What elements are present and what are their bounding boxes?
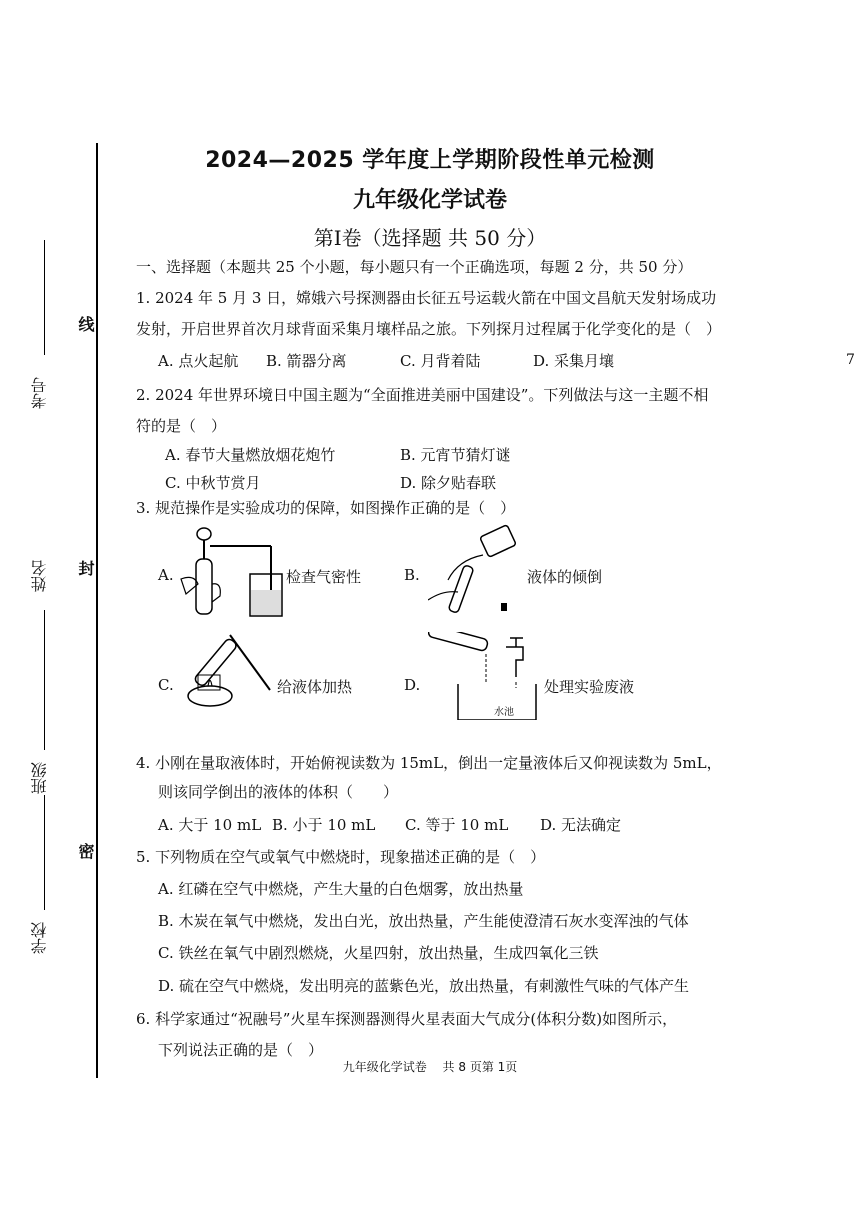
margin-mark-secret: 密: [76, 843, 95, 859]
q1-option-d: D. 采集月壤: [533, 352, 615, 370]
q3-option-d: D.: [404, 676, 421, 694]
q2-option-b: B. 元宵节猜灯谜: [400, 446, 511, 464]
q4-option-b: B. 小于 10 mL: [272, 816, 376, 834]
q4-stem-2: 则该同学倒出的液体的体积（ ）: [158, 783, 399, 801]
q1-option-b: B. 箭器分离: [266, 352, 347, 370]
margin-label-school: 学校: [30, 922, 49, 954]
margin-mark-seal: 封: [76, 560, 95, 576]
q6-stem-2: 下列说法正确的是（ ）: [158, 1041, 324, 1059]
q1-option-a: A. 点火起航: [158, 352, 239, 370]
q5-stem: 5. 下列物质在空气或氧气中燃烧时，现象描述正确的是（ ）: [136, 848, 546, 866]
q3-option-a: A.: [158, 566, 174, 584]
label-line-xingming: [44, 610, 45, 750]
label-line-xuexiao: [44, 895, 45, 910]
exam-title: 2024—2025 学年度上学期阶段性单元检测: [205, 148, 655, 173]
q4-stem-1: 4. 小刚在量取液体时，开始俯视读数为 15mL，倒出一定量液体后又仰视读数为 5mL，: [136, 754, 722, 772]
q1-stem-2: 发射，开启世界首次月球背面采集月壤样品之旅。下列探月过程属于化学变化的是（ ）: [136, 320, 722, 338]
liquid-heating-illustration: [180, 630, 275, 710]
page-footer: 九年级化学试卷 共 8 页第 1页: [342, 1060, 518, 1074]
q3-stem: 3. 规范操作是实验成功的保障，如图操作正确的是（ ）: [136, 499, 516, 517]
q5-option-c: C. 铁丝在氧气中剧烈燃烧，火星四射，放出热量，生成四氧化三铁: [158, 944, 599, 962]
q3-label-c: 给液体加热: [277, 678, 353, 696]
waste-disposal-illustration: [428, 632, 548, 720]
q5-option-b: B. 木炭在氧气中燃烧，发出白光，放出热量，产生能使澄清石灰水变浑浊的气体: [158, 912, 689, 930]
q3-option-c: C.: [158, 676, 174, 694]
q1-stem-1: 1. 2024 年 5 月 3 日，嫦娥六号探测器由长征五号运载火箭在中国文昌航天发射场成功: [136, 289, 717, 307]
q3-label-a: 检查气密性: [286, 568, 362, 586]
exam-subtitle: 九年级化学试卷: [352, 188, 507, 213]
binding-line: [96, 143, 98, 1078]
edge-character: 7: [846, 352, 855, 368]
margin-mark-line: 线: [76, 316, 95, 332]
q4-option-d: D. 无法确定: [540, 816, 622, 834]
q2-stem-1: 2. 2024 年世界环境日中国主题为“全面推进美丽中国建设”。下列做法与这一主题不相: [136, 386, 709, 404]
q3-option-b: B.: [404, 566, 420, 584]
q1-option-c: C. 月背着陆: [400, 352, 481, 370]
q4-option-c: C. 等于 10 mL: [405, 816, 509, 834]
airtightness-check-illustration: [176, 524, 286, 624]
label-line-banji: [44, 795, 45, 895]
q4-option-a: A. 大于 10 mL: [158, 816, 262, 834]
label-line-kaohao: [44, 240, 45, 355]
margin-label-class: 班级: [30, 762, 49, 794]
sink-label: 水池: [494, 707, 514, 718]
q6-stem-1: 6. 科学家通过“祝融号”火星车探测器测得火星表面大气成分(体积分数)如图所示，: [136, 1010, 678, 1028]
margin-label-name: 姓名: [30, 560, 49, 592]
margin-label-exam-number: 考号: [30, 377, 49, 409]
q5-option-d: D. 硫在空气中燃烧，发出明亮的蓝紫色光，放出热量，有刺激性气味的气体产生: [158, 977, 690, 995]
q5-option-a: A. 红磷在空气中燃烧，产生大量的白色烟雾，放出热量: [158, 880, 524, 898]
q2-stem-2: 符的是（ ）: [136, 417, 227, 435]
q2-option-d: D. 除夕贴春联: [400, 474, 497, 492]
liquid-pouring-illustration: [428, 520, 528, 620]
q2-option-c: C. 中秋节赏月: [165, 474, 261, 492]
section-title: 第Ⅰ卷（选择题 共 50 分）: [313, 226, 547, 250]
q3-label-b: 液体的倾倒: [527, 568, 603, 586]
q3-label-d: 处理实验废液: [544, 678, 635, 696]
q2-option-a: A. 春节大量燃放烟花炮竹: [165, 446, 336, 464]
section-heading: 一、选择题（本题共 25 个小题，每小题只有一个正确选项，每题 2 分，共 50 分）: [136, 258, 693, 276]
